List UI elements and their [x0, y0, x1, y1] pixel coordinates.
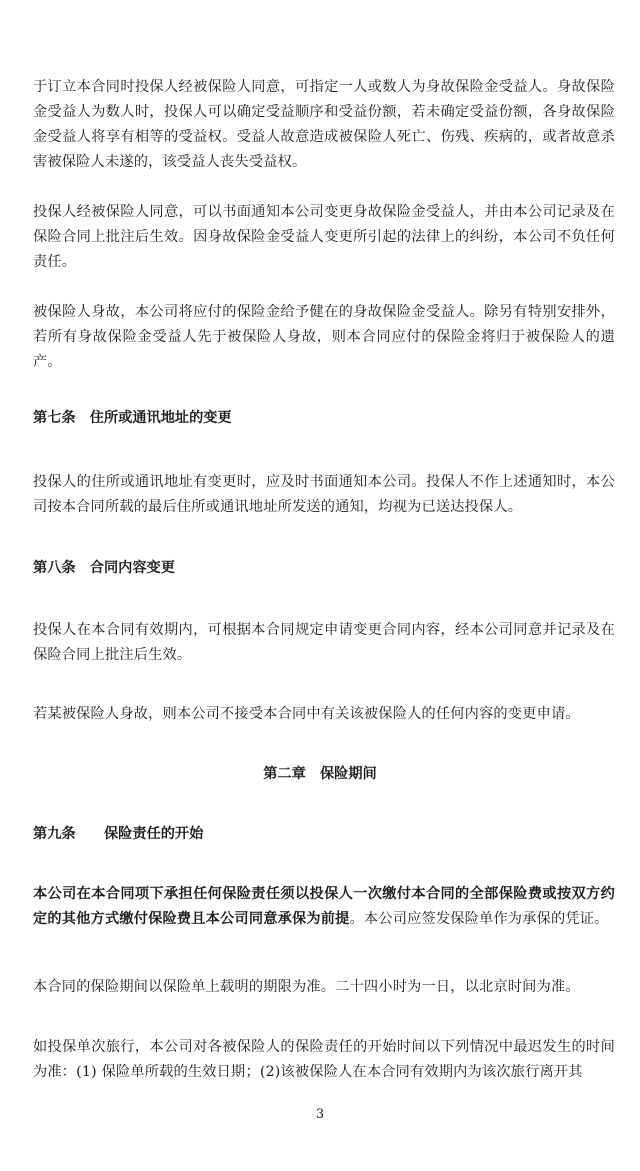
paragraph-liability-start: [33, 882, 615, 932]
paragraph-single-trip: 如投保单次旅行，本公司对各被保险人的保险责任的开始时间以下列情况中最迟发生的时间为准：(1) 保险单所载的生效日期；(2)该被保险人在本合同有效期内为该次旅行离开其: [33, 1039, 615, 1080]
paragraph-contract-change: 投保人在本合同有效期内，可根据本合同规定申请变更合同内容，经本公司同意并记录及在保险合同上批注后生效。: [33, 622, 615, 663]
paragraph-address-change: 投保人的住所或通讯地址有变更时，应及时书面通知本公司。投保人不作上述通知时，本公司按本合同所载的最后住所或通讯地址所发送的通知，均视为已送达投保人。: [33, 474, 615, 515]
chapter-2-heading: 第二章 保险期间: [263, 766, 377, 782]
liability-policy-issuance: 。本公司应签发保险单作为承保的凭证。: [349, 911, 609, 927]
page-number: 3: [315, 1107, 325, 1122]
paragraph-beneficiary-designation: 于订立本合同时投保人经被保险人同意，可指定一人或数人为身故保险金受益人。身故保险金受益人为数人时，投保人可以确定受益顺序和受益份额，若未确定受益份额，各身故保险金受益人将享有相等的受益权。受益人故意造成被保险人死亡、伤残、疾病的，或者故意杀害被保险人未遂的，该受益人丧失受益权。: [33, 79, 615, 170]
article-9-heading: 第九条 保险责任的开始: [33, 826, 204, 842]
paragraph-benefit-payment: 被保险人身故，本公司将应付的保险金给予健在的身故保险金受益人。除另有特别安排外，若所有身故保险金受益人先于被保险人身故，则本合同应付的保险金将归于被保险人的遗产。: [33, 304, 615, 370]
article-7-heading: 第七条 住所或通讯地址的变更: [33, 410, 232, 426]
article-8-heading: 第八条 合同内容变更: [33, 560, 175, 576]
paragraph-insurance-period: 本合同的保险期间以保险单上载明的期限为准。二十四小时为一日，以北京时间为准。: [33, 979, 580, 995]
liability-precondition-bold: 本公司在本合同项下承担任何保险责任须以投保人一次缴付本合同的全部保险费或按双方约定的其他方式缴付保险费且本公司同意承保为前提: [33, 886, 615, 927]
paragraph-no-change-after-death: 若某被保险人身故，则本公司不接受本合同中有关该被保险人的任何内容的变更申请。: [33, 706, 580, 722]
paragraph-beneficiary-change: 投保人经被保险人同意，可以书面通知本公司变更身故保险金受益人，并由本公司记录及在保险合同上批注后生效。因身故保险金受益人变更所引起的法律上的纠纷，本公司不负任何责任。: [33, 204, 615, 270]
